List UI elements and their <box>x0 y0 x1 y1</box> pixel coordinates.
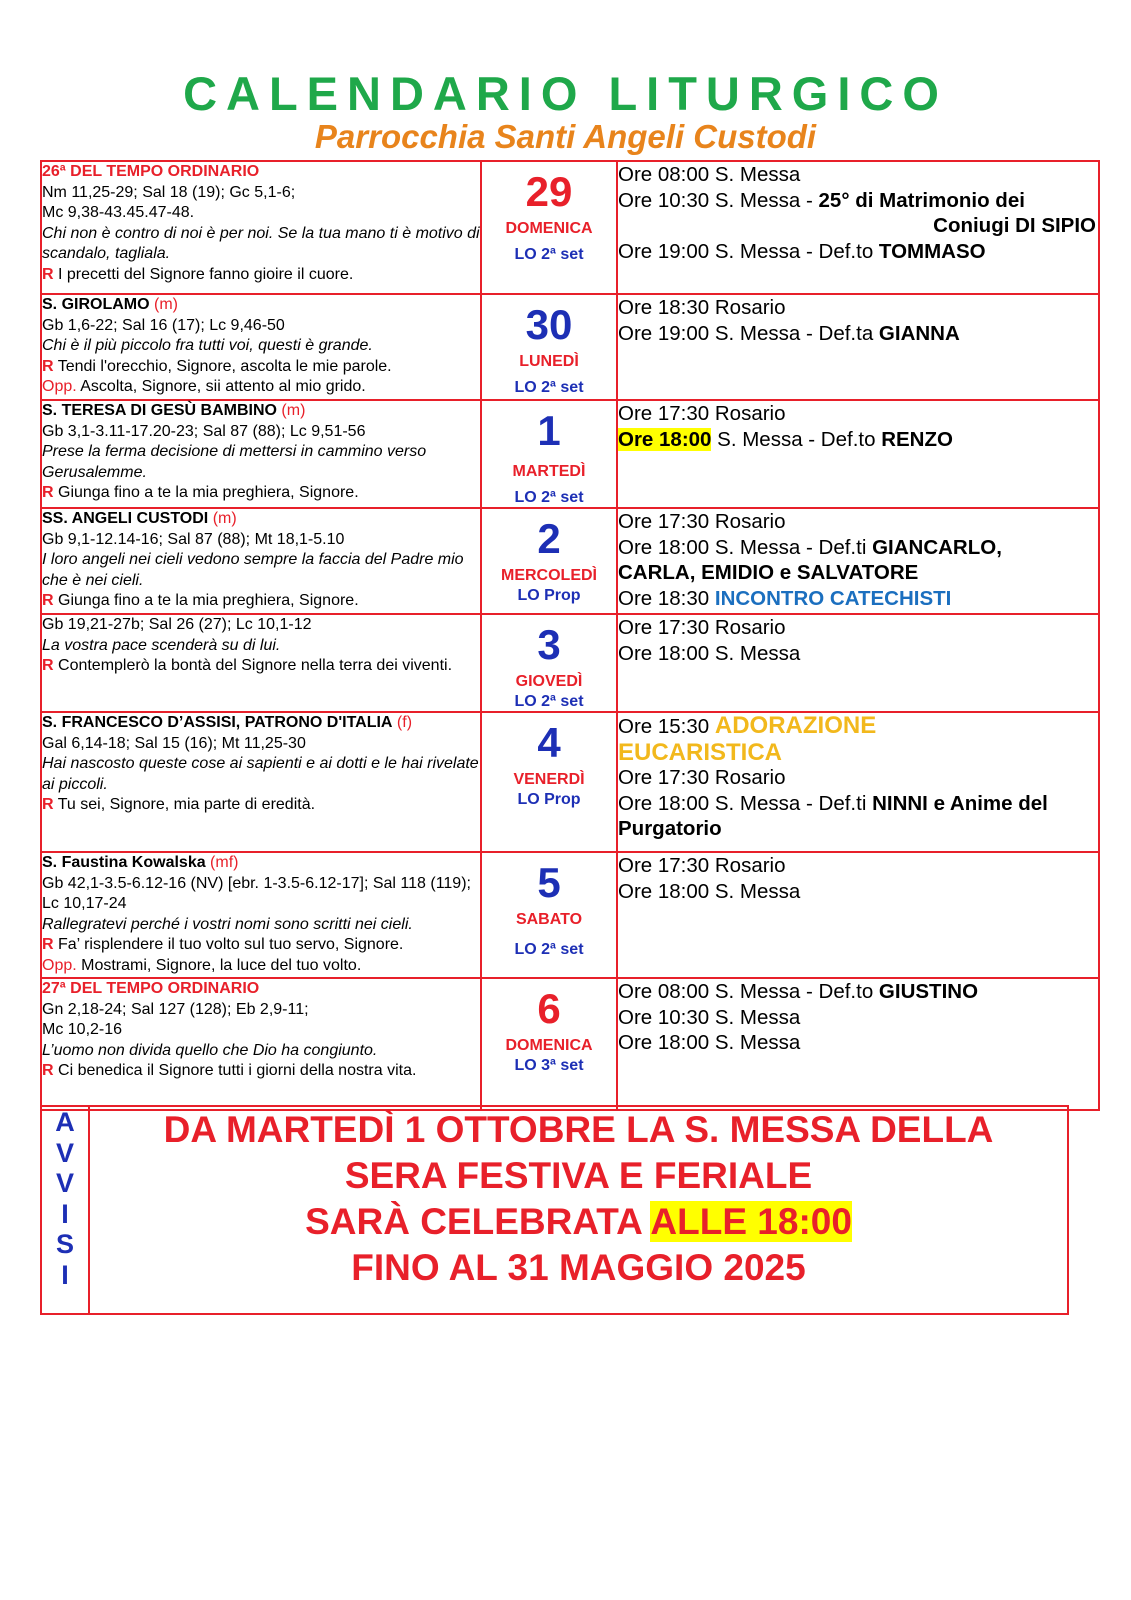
schedule-line: Ore 17:30 Rosario <box>618 402 786 425</box>
day-number: 6 <box>537 985 561 1032</box>
avvisi-line <box>90 1199 1067 1245</box>
schedule-cell <box>617 508 1099 614</box>
response-label: R <box>42 484 54 502</box>
response-text: Contemplerò la bontà del Signore nella terra dei viventi. <box>53 657 453 675</box>
page-subtitle: Parrocchia Santi Angeli Custodi <box>314 118 817 155</box>
schedule-line: Ore 10:30 S. Messa <box>618 1005 801 1029</box>
readings: Gb 9,1-12.14-16; Sal 87 (88); Mt 18,1-5.10 <box>42 530 345 548</box>
date-cell <box>481 852 617 978</box>
celebration-title: 26ª DEL TEMPO ORDINARIO <box>42 163 260 180</box>
day-number: 5 <box>537 859 561 906</box>
schedule-line: Ore 17:30 Rosario <box>618 616 786 639</box>
avvisi-message <box>89 1106 1068 1314</box>
highlighted-time: Ore 18:00 <box>618 427 712 451</box>
opp-text: Mostrami, Signore, la luce del tuo volto. <box>76 956 362 974</box>
day-row <box>41 614 1099 712</box>
response <box>42 265 480 286</box>
day-number: 3 <box>537 621 561 668</box>
schedule-intention: GIANNA <box>878 321 960 345</box>
schedule-line: Ore 17:30 Rosario <box>618 854 786 877</box>
response-label: R <box>42 1062 54 1080</box>
schedule-line <box>618 713 1098 740</box>
event-adorazione: EUCARISTICA <box>618 738 783 766</box>
schedule-line: Ore 18:00 S. Messa <box>618 1031 801 1055</box>
liturgy-of-hours: LO 2ª set <box>514 379 584 396</box>
readings: Gb 19,21-27b; Sal 26 (27); Lc 10,1-12 <box>42 616 312 633</box>
schedule-text: Ore 19:00 S. Messa - Def.ta <box>618 321 879 345</box>
response-text: Giunga fino a te la mia preghiera, Signore. <box>53 484 359 502</box>
opp-text: Ascolta, Signore, sii attento al mio grido. <box>76 378 366 396</box>
schedule-text: Ore 18:30 <box>618 586 715 610</box>
schedule-text: Ore 18:00 S. Messa - Def.ti <box>618 791 873 815</box>
celebration-title <box>42 401 480 422</box>
avvisi-letter: I <box>61 1259 69 1290</box>
day-name: GIOVEDÌ <box>515 673 583 690</box>
antiphon: Hai nascosto queste cose ai sapienti e ai dotti e le hai rivelate ai piccoli. <box>42 755 479 793</box>
response-label: R <box>42 265 54 283</box>
celebration-title: 27ª DEL TEMPO ORDINARIO <box>42 980 260 997</box>
day-number: 30 <box>525 301 573 348</box>
schedule-line <box>618 586 1098 612</box>
schedule-line: Ore 08:00 S. Messa <box>618 163 801 186</box>
liturgy-of-hours: LO 3ª set <box>514 1057 584 1074</box>
schedule-line: Ore 17:30 Rosario <box>618 766 786 790</box>
schedule-text: Ore 10:30 S. Messa - <box>618 188 819 212</box>
avvisi-letter: S <box>55 1229 74 1259</box>
schedule-cell <box>617 294 1099 400</box>
date-cell <box>481 508 617 614</box>
avvisi-letter: V <box>55 1137 74 1168</box>
celebration-rank: (mf) <box>205 854 239 871</box>
avvisi-letter: I <box>61 1198 69 1229</box>
saint-name: S. GIROLAMO <box>42 296 150 313</box>
response <box>42 935 480 956</box>
liturgy-cell <box>41 400 481 508</box>
response-alt <box>42 377 480 398</box>
opp-label: Opp. <box>42 378 77 396</box>
schedule-line: Ore 18:00 S. Messa <box>618 641 801 665</box>
day-name: MERCOLEDÌ <box>501 567 597 584</box>
liturgy-of-hours: LO Prop <box>517 587 581 604</box>
response <box>42 795 480 816</box>
schedule-line: Ore 18:30 Rosario <box>618 296 786 319</box>
avvisi-letter: V <box>55 1168 74 1198</box>
readings: Gb 3,1-3.11-17.20-23; Sal 87 (88); Lc 9,51-56 <box>42 422 366 440</box>
day-number: 2 <box>537 515 561 562</box>
response-text: Tendi l'orecchio, Signore, ascolta le mie parole. <box>53 357 392 375</box>
day-row <box>41 712 1099 852</box>
day-row <box>41 852 1099 978</box>
opp-label: Opp. <box>42 956 77 974</box>
celebration-title <box>42 509 480 530</box>
day-row <box>41 508 1099 614</box>
liturgy-of-hours: LO 2ª set <box>514 246 584 263</box>
schedule-line <box>618 791 1098 842</box>
event-adorazione: ADORAZIONE <box>714 712 877 739</box>
liturgy-cell <box>41 712 481 852</box>
schedule-line: CARLA, EMIDIO e SALVATORE <box>618 561 919 585</box>
readings: Gn 2,18-24; Sal 127 (128); Eb 2,9-11; <box>42 1000 309 1018</box>
response-text: Fa’ risplendere il tuo volto sul tuo servo, Signore. <box>53 936 404 954</box>
response-text: Giunga fino a te la mia preghiera, Signore. <box>53 592 359 610</box>
saint-name: S. TERESA DI GESÙ BAMBINO <box>42 402 277 419</box>
response <box>42 357 480 378</box>
schedule-cell <box>617 978 1099 1110</box>
schedule-line <box>618 979 1098 1005</box>
antiphon: Prese la ferma decisione di mettersi in cammino verso Gerusalemme. <box>42 443 427 481</box>
schedule-text: Ore 19:00 S. Messa - Def.to <box>618 239 879 263</box>
celebration-rank: (f) <box>392 714 413 731</box>
saint-name: SS. ANGELI CUSTODI <box>42 510 209 527</box>
schedule-text: S. Messa - Def.to <box>711 427 882 451</box>
response-label: R <box>42 357 54 375</box>
schedule-cell <box>617 712 1099 852</box>
liturgy-cell <box>41 161 481 294</box>
antiphon: La vostra pace scenderà su di lui. <box>42 636 281 654</box>
date-cell <box>481 978 617 1110</box>
response-text: Tu sei, Signore, mia parte di eredità. <box>53 796 316 814</box>
schedule-line: Coniugi DI SIPIO <box>933 214 1096 238</box>
celebration-rank: (m) <box>208 510 237 527</box>
schedule-text: Ore 15:30 <box>618 715 715 738</box>
schedule-line: Ore 18:00 S. Messa <box>618 879 801 903</box>
day-name: DOMENICA <box>505 220 593 237</box>
avvisi-label <box>41 1106 89 1314</box>
response-label: R <box>42 657 54 675</box>
readings: Gal 6,14-18; Sal 15 (16); Mt 11,25-30 <box>42 734 306 752</box>
date-cell <box>481 614 617 712</box>
response-text: Ci benedica il Signore tutti i giorni della nostra vita. <box>53 1062 417 1080</box>
schedule-cell <box>617 161 1099 294</box>
avvisi-line: FINO AL 31 MAGGIO 2025 <box>351 1247 806 1288</box>
schedule-intention: TOMMASO <box>878 239 986 263</box>
avvisi-text: SARÀ CELEBRATA <box>305 1201 651 1242</box>
date-cell <box>481 712 617 852</box>
liturgy-of-hours: LO 2ª set <box>514 489 584 506</box>
schedule-line <box>618 321 1098 347</box>
day-name: LUNEDÌ <box>519 353 579 370</box>
readings: Gb 1,6-22; Sal 16 (17); Lc 9,46-50 <box>42 316 285 334</box>
date-cell <box>481 400 617 508</box>
celebration-title <box>42 295 480 316</box>
liturgy-of-hours: LO 2ª set <box>514 693 584 710</box>
day-name: SABATO <box>515 911 583 928</box>
liturgy-of-hours: LO 2ª set <box>514 941 584 958</box>
avvisi-line: SERA FESTIVA E FERIALE <box>344 1155 813 1196</box>
antiphon: Rallegratevi perché i vostri nomi sono scritti nei cieli. <box>42 915 413 933</box>
response-alt <box>42 956 480 977</box>
liturgy-of-hours: LO Prop <box>517 791 581 808</box>
schedule-line <box>618 535 1098 561</box>
readings: Mc 10,2-16 <box>42 1021 123 1039</box>
liturgy-cell <box>41 852 481 978</box>
saint-name: S. Faustina Kowalska <box>42 854 206 871</box>
antiphon: Chi è il più piccolo fra tutti voi, questi è grande. <box>42 337 373 355</box>
readings: Mc 9,38-43.45.47-48. <box>42 204 195 222</box>
liturgy-cell <box>41 508 481 614</box>
schedule-cell <box>617 400 1099 508</box>
response <box>42 591 480 612</box>
response-label: R <box>42 936 54 954</box>
response-text: I precetti del Signore fanno gioire il cuore. <box>53 265 354 283</box>
schedule-intention: GIANCARLO, <box>872 535 1002 559</box>
schedule-line <box>618 188 1098 214</box>
schedule-text: Ore 18:00 S. Messa - Def.ti <box>618 535 873 559</box>
antiphon: I loro angeli nei cieli vedono sempre la faccia del Padre mio che è nei cieli. <box>42 551 464 589</box>
response-label: R <box>42 592 54 610</box>
avvisi-box <box>40 1105 1069 1315</box>
schedule-intention: GIUSTINO <box>878 980 979 1003</box>
readings: Gb 42,1-3.5-6.12-16 (NV) [ebr. 1-3.5-6.12-17]; Sal 118 (119); Lc 10,17-24 <box>42 874 471 913</box>
schedule-intention: NINNI e Anime del Purgatorio <box>618 791 1048 841</box>
liturgy-cell <box>41 978 481 1110</box>
schedule-intention: 25° di Matrimonio dei <box>818 188 1025 212</box>
page-title: CALENDARIO LITURGICO <box>183 67 948 120</box>
schedule-cell <box>617 614 1099 712</box>
day-row <box>41 161 1099 294</box>
antiphon: Chi non è contro di noi è per noi. Se la tua mano ti è motivo di scandalo, tagliala. <box>42 224 480 263</box>
day-name: DOMENICA <box>505 1037 593 1054</box>
date-cell <box>481 294 617 400</box>
avvisi-highlight: ALLE 18:00 <box>650 1201 852 1242</box>
calendar-table <box>40 160 1100 1111</box>
day-row <box>41 294 1099 400</box>
day-name: MARTEDÌ <box>512 463 586 480</box>
response <box>42 656 480 677</box>
schedule-text: Ore 08:00 S. Messa - Def.to <box>618 980 879 1003</box>
readings: Nm 11,25-29; Sal 18 (19); Gc 5,1-6; <box>42 183 296 201</box>
day-row <box>41 400 1099 508</box>
avvisi-letter: A <box>55 1107 75 1137</box>
schedule-intention: RENZO <box>881 427 953 451</box>
response <box>42 483 480 504</box>
saint-name: S. FRANCESCO D’ASSISI, PATRONO D'ITALIA <box>42 714 393 731</box>
liturgy-cell <box>41 614 481 712</box>
celebration-rank: (m) <box>149 296 178 313</box>
avvisi-line: DA MARTEDÌ 1 OTTOBRE LA S. MESSA DELLA <box>163 1109 994 1150</box>
day-number: 1 <box>537 407 561 454</box>
response-label: R <box>42 796 54 814</box>
celebration-rank: (m) <box>276 402 306 419</box>
date-cell <box>481 161 617 294</box>
schedule-line <box>618 427 1098 453</box>
schedule-line <box>618 239 1098 265</box>
day-row <box>41 978 1099 1110</box>
antiphon: L’uomo non divida quello che Dio ha congiunto. <box>42 1041 378 1059</box>
schedule-line: Ore 17:30 Rosario <box>618 510 786 533</box>
day-number: 4 <box>537 719 561 766</box>
response <box>42 1061 480 1082</box>
celebration-title <box>42 853 480 874</box>
event-catechisti: INCONTRO CATECHISTI <box>714 586 952 610</box>
liturgy-cell <box>41 294 481 400</box>
schedule-cell <box>617 852 1099 978</box>
day-number: 29 <box>525 168 573 215</box>
celebration-title <box>42 713 480 734</box>
day-name: VENERDÌ <box>513 771 585 788</box>
